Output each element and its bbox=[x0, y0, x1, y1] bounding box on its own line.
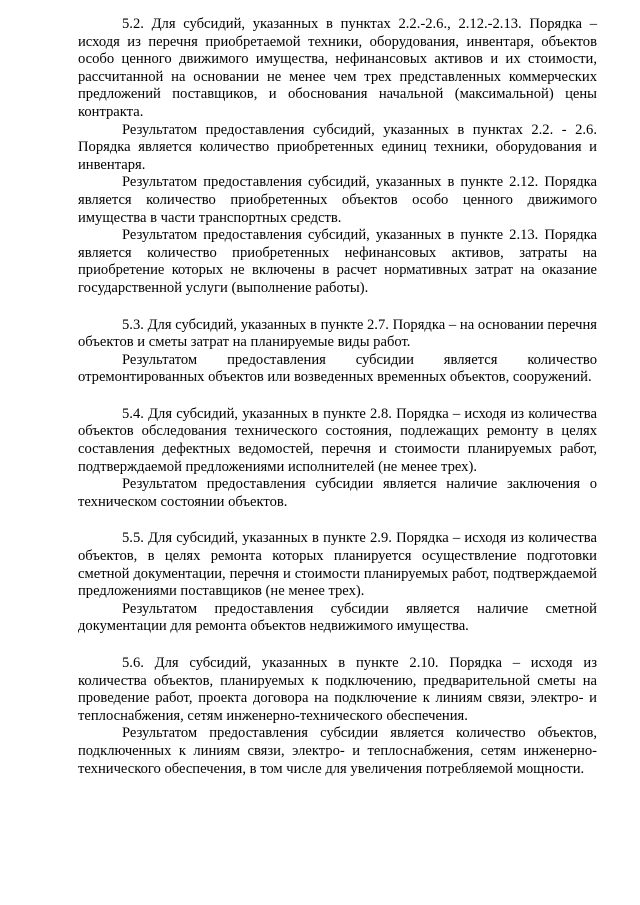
section-5-4 bbox=[78, 406, 597, 512]
paragraph-5-3-result: Результатом предоставления субсидии является количество отремонтированных объектов или возведенных временных объектов, сооружений. bbox=[78, 351, 597, 386]
paragraph-5-6-basis: 5.6. Для субсидий, указанных в пункте 2.10. Порядка – исходя из количества объектов, планируемых к подключению, предварительной сметы на проведение работ, проекта договора на подключение к линиям связи, электро- и теплоснабжения, сетям инженерно-технического обеспечения. bbox=[78, 655, 597, 724]
section-5-2 bbox=[78, 16, 597, 298]
paragraph-5-4-basis: 5.4. Для субсидий, указанных в пункте 2.8. Порядка – исходя из количества объектов обследования технического состояния, подлежащих ремонту в целях составления дефектных ведомостей, перечня и стоимости планируемых работ, подтверждаемой предложениями исполнителей (не менее трех). bbox=[78, 405, 597, 475]
section-5-3 bbox=[78, 317, 597, 387]
paragraph-5-6-result: Результатом предоставления субсидии является количество объектов, подключенных к линиям связи, электро- и теплоснабжения, сетям инженерно-технического обеспечения, в том числе для увеличения потребляемой мощности. bbox=[78, 725, 597, 777]
paragraph-5-2-result-vehicles: Результатом предоставления субсидий, указанных в пункте 2.12. Порядка является количество приобретенных объектов особо ценного движимого имущества в части транспортных средств. bbox=[78, 174, 597, 226]
section-5-5 bbox=[78, 530, 597, 636]
paragraph-5-2-result-equipment: Результатом предоставления субсидий, указанных в пунктах 2.2. - 2.6. Порядка является количество приобретенных единиц техники, оборудования и инвентаря. bbox=[78, 121, 597, 173]
paragraph-5-5-basis: 5.5. Для субсидий, указанных в пункте 2.9. Порядка – исходя из количества объектов, в целях ремонта которых планируется осуществление подготовки сметной документации, перечня и стоимости планируемых работ, подтверждаемой предложениями поставщиков (не менее трех). bbox=[78, 530, 597, 600]
paragraph-5-5-result: Результатом предоставления субсидии является наличие сметной документации для ремонта объектов недвижимого имущества. bbox=[78, 600, 597, 635]
document-page bbox=[78, 16, 597, 778]
paragraph-5-2-result-assets: Результатом предоставления субсидий, указанных в пункте 2.13. Порядка является количество приобретенных нефинансовых активов, затраты на приобретение которых не включены в расчет нормативных затрат на оказание государственной услуги (выполнение работы). bbox=[78, 227, 597, 296]
paragraph-5-3-basis: 5.3. Для субсидий, указанных в пункте 2.7. Порядка – на основании перечня объектов и сметы затрат на планируемые виды работ. bbox=[78, 316, 597, 351]
paragraph-5-4-result: Результатом предоставления субсидии является наличие заключения о техническом состоянии объектов. bbox=[78, 476, 597, 510]
section-5-6 bbox=[78, 655, 597, 778]
paragraph-5-2-basis: 5.2. Для субсидий, указанных в пунктах 2.2.-2.6., 2.12.-2.13. Порядка – исходя из перечня приобретаемой техники, оборудования, инвентаря, объектов особо ценного движимого имущества, нефинансовых активов и их стоимости, рассчитанной на основании не менее чем трех представленных коммерческих предложений поставщиков, и обоснования начальной (максимальной) цены контракта. bbox=[78, 16, 597, 120]
